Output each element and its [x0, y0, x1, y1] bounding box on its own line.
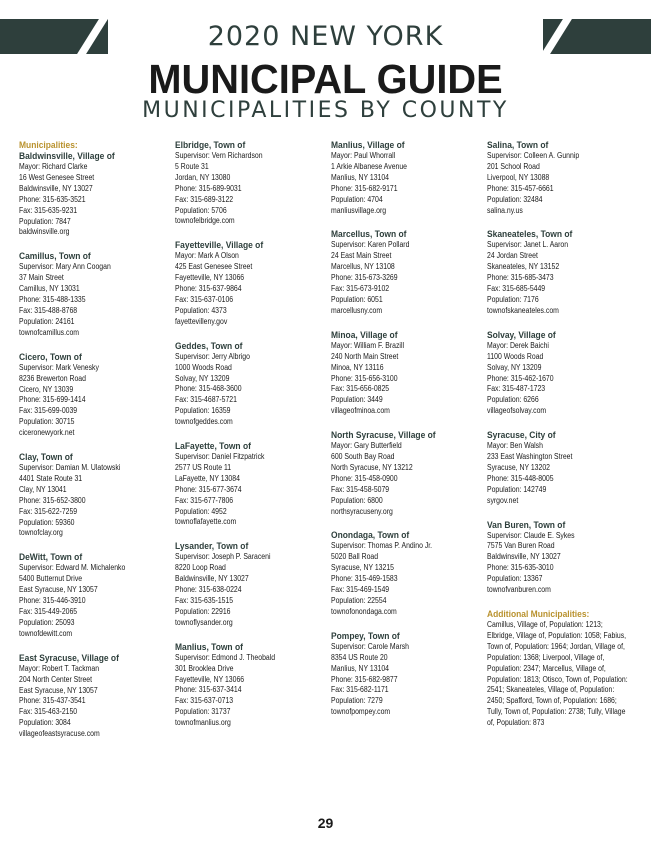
municipality-detail: 301 Brooklea Drive [175, 663, 234, 673]
municipality-name: Baldwinsville, Village of [19, 151, 115, 161]
municipality-detail: Fax: 315-637-0713 [175, 696, 234, 706]
municipality-website: townofdewitt.com [19, 628, 73, 638]
municipality-detail: 201 School Road [487, 161, 540, 171]
municipality-entry [175, 240, 325, 327]
municipality-entry [175, 140, 325, 227]
municipality-detail: Mayor: Paul Whorrall [331, 151, 396, 160]
municipality-detail: East Syracuse, NY 13057 [19, 685, 98, 695]
municipality-detail: Fayetteville, NY 13066 [175, 273, 245, 283]
municipality-name: Solvay, Village of [487, 329, 556, 340]
municipality-detail: Minoa, NY 13116 [331, 362, 384, 372]
municipality-detail: Population: 4373 [175, 305, 227, 315]
municipality-detail: Phone: 315-635-3521 [19, 194, 86, 204]
municipality-name: Skaneateles, Town of [487, 229, 573, 240]
municipality-detail: 7575 Van Buren Road [487, 541, 555, 551]
municipality-detail: 8354 US Route 20 [331, 652, 388, 662]
municipality-website: manliusvillage.org [331, 205, 387, 215]
municipality-detail: Supervisor: Joseph P. Saraceni [175, 552, 271, 562]
municipality-detail: Population: 24161 [19, 316, 75, 326]
municipality-website: ciceronewyork.net [19, 428, 75, 438]
municipality-entry [19, 653, 169, 740]
municipality-detail: Mayor: Derek Baichi [487, 340, 549, 350]
municipality-detail: Fayetteville, NY 13066 [175, 674, 245, 684]
column-4 [487, 140, 637, 729]
municipality-detail: Fax: 315-488-8768 [19, 305, 78, 315]
municipality-entry [331, 229, 481, 316]
municipality-detail: Phone: 315-469-1583 [331, 574, 398, 584]
municipality-detail: Population: 6266 [487, 395, 539, 405]
municipality-detail: Phone: 315-682-9877 [331, 674, 398, 684]
municipality-detail: 240 North Main Street [331, 351, 399, 361]
municipality-detail: 1100 Woods Road [487, 351, 544, 361]
municipality-detail: Supervisor: Mary Ann Coogan [19, 262, 111, 272]
banner-stripe [77, 19, 108, 54]
municipality-entry [175, 541, 325, 628]
municipality-entry [487, 140, 637, 216]
municipality-entry [19, 552, 169, 639]
municipality-website: townofclay.org [19, 528, 63, 538]
municipality-name: Onondaga, Town of [331, 530, 410, 541]
municipality-detail: Population: 142749 [487, 484, 547, 494]
municipality-detail: Manlius, NY 13104 [331, 172, 390, 182]
municipality-detail: Phone: 315-468-3600 [175, 384, 242, 394]
municipality-detail: 600 South Bay Road [331, 452, 395, 462]
municipality-detail: Population: 13367 [487, 574, 543, 584]
municipality-detail: Phone: 315-638-0224 [175, 585, 242, 595]
banner-stripe [541, 19, 572, 54]
municipality-detail: Phone: 315-488-1335 [19, 295, 86, 305]
municipality-entry [331, 330, 481, 417]
municipality-detail: Fax: 315-635-1515 [175, 596, 234, 605]
municipality-detail: Population: 7279 [331, 696, 383, 706]
municipality-name: DeWitt, Town of [19, 552, 83, 563]
municipality-detail: Phone: 315-637-3414 [175, 685, 242, 695]
municipality-detail: Supervisor: Janet L. Aaron [487, 240, 569, 250]
municipality-detail: Supervisor: Jerry Albrigo [175, 351, 250, 361]
municipality-detail: Baldwinsville, NY 13027 [487, 552, 561, 562]
municipality-detail: Supervisor: Mark Venesky [19, 362, 99, 372]
municipality-detail: LaFayette, NY 13084 [175, 473, 240, 483]
municipality-detail: 1 Arkie Albanese Avenue [331, 161, 408, 171]
municipality-detail: Population: 5706 [175, 205, 227, 215]
municipality-detail: Mayor: Richard Clarke [19, 162, 88, 171]
municipality-website: fayettevilleny.gov [175, 316, 228, 326]
municipality-entry [19, 452, 169, 539]
municipality-detail: Population: 7176 [487, 294, 539, 304]
municipality-detail: Fax: 315-689-3122 [175, 194, 234, 204]
municipality-detail: Supervisor: Daniel Fitzpatrick [175, 452, 265, 462]
municipality-detail: Fax: 315-469-1549 [331, 585, 390, 595]
column-2 [175, 140, 325, 742]
municipality-name: LaFayette, Town of [175, 441, 251, 452]
municipality-website: townofcamillus.com [19, 327, 80, 337]
municipality-detail: Mayor: Mark A Olson [175, 251, 239, 261]
municipality-detail: Phone: 315-677-3674 [175, 484, 242, 494]
municipality-detail: Baldwinsville, NY 13027 [175, 574, 249, 584]
municipality-name: East Syracuse, Village of [19, 652, 119, 663]
municipality-detail: 24 East Main Street [331, 251, 392, 261]
municipality-entry [19, 251, 169, 338]
municipality-website: baldwinsville.org [19, 227, 70, 237]
municipality-entry [487, 229, 637, 316]
municipality-name: Manlius, Village of [331, 140, 405, 150]
municipality-detail: Supervisor: Edmond J. Theobald [175, 652, 276, 662]
municipality-detail: Phone: 315-448-8005 [487, 473, 554, 483]
municipality-detail: Phone: 315-437-3541 [19, 696, 86, 706]
municipality-detail: Fax: 315-458-5079 [331, 484, 390, 494]
municipality-detail: Supervisor: Vern Richardson [175, 151, 263, 160]
municipality-detail: 5020 Ball Road [331, 552, 379, 562]
municipality-entry [487, 520, 637, 596]
municipality-detail: 8236 Brewerton Road [19, 373, 86, 383]
municipality-detail: 233 East Washington Street [487, 452, 573, 462]
column-1 [19, 140, 169, 753]
municipality-detail: Fax: 315-463-2150 [19, 707, 78, 717]
municipality-detail: Marcellus, NY 13108 [331, 262, 395, 272]
municipality-website: marcellusny.com [331, 305, 383, 315]
municipality-detail: Fax: 315-656-0825 [331, 384, 390, 394]
municipality-entry [19, 352, 169, 439]
municipality-name: Elbridge, Town of [175, 140, 246, 150]
municipality-detail: Supervisor: Carole Marsh [331, 641, 410, 651]
municipality-entry [175, 441, 325, 528]
municipality-detail: Supervisor: Damian M. Ulatowski [19, 463, 121, 473]
municipality-detail: Mayor: Robert T. Tackman [19, 663, 100, 673]
municipality-website: townoflafayette.com [175, 517, 237, 527]
municipality-detail: Liverpool, NY 13088 [487, 172, 550, 182]
municipality-entry [487, 330, 637, 417]
municipality-website: villageofeastsyracuse.com [19, 729, 100, 739]
municipality-name: Minoa, Village of [331, 329, 398, 340]
municipality-detail: Phone: 315-458-0900 [331, 473, 398, 483]
municipality-website: townofmanlius.org [175, 718, 231, 728]
municipality-detail: Fax: 315-677-7806 [175, 495, 234, 505]
municipality-website: townofonondaga.com [331, 606, 397, 616]
municipality-detail: Population: 30715 [19, 417, 75, 427]
municipality-detail: 8220 Loop Road [175, 563, 226, 573]
municipality-entry [331, 140, 481, 216]
municipality-detail: 5400 Butternut Drive [19, 574, 83, 584]
municipality-detail: Population: 31737 [175, 707, 231, 717]
municipality-detail: Population: 16359 [175, 406, 231, 416]
municipality-website: villageofsolvay.com [487, 406, 547, 416]
municipality-detail: Camillus, NY 13031 [19, 284, 80, 294]
municipality-name: Pompey, Town of [331, 630, 400, 641]
municipality-website: townofpompey.com [331, 707, 391, 717]
municipality-detail: Jordan, NY 13080 [175, 172, 231, 182]
municipality-name: Geddes, Town of [175, 340, 243, 351]
municipality-detail: East Syracuse, NY 13057 [19, 585, 98, 595]
municipality-detail: 24 Jordan Street [487, 251, 538, 261]
municipality-detail: 5 Route 31 [175, 161, 209, 171]
municipality-detail: Population: 25093 [19, 617, 75, 627]
municipality-entry [19, 151, 169, 238]
municipality-name: Fayetteville, Village of [175, 240, 264, 251]
municipality-detail: Phone: 315-656-3100 [331, 373, 398, 383]
municipality-detail: Population: 3449 [331, 395, 383, 405]
municipality-detail: Population: 59360 [19, 517, 75, 527]
municipality-detail: Phone: 315-689-9031 [175, 183, 242, 193]
municipality-detail: Fax: 315-637-0106 [175, 294, 234, 304]
municipality-detail: Cicero, NY 13039 [19, 384, 74, 394]
page-title: MUNICIPAL GUIDE [148, 56, 503, 102]
municipality-detail: Population: 22916 [175, 606, 231, 616]
municipality-detail: Syracuse, NY 13215 [331, 563, 394, 573]
municipality-detail: Population: 4952 [175, 506, 227, 516]
municipality-website: townofskaneateles.com [487, 305, 559, 315]
municipality-detail: Supervisor: Thomas P. Andino Jr. [331, 541, 433, 551]
municipality-name: Van Buren, Town of [487, 519, 566, 530]
municipality-detail: 1000 Woods Road [175, 362, 232, 372]
municipality-detail: Mayor: Gary Butterfield [331, 441, 402, 451]
municipality-detail: Phone: 315-457-6661 [487, 183, 554, 193]
banner-text: 2020 NEW YORK [207, 21, 444, 52]
municipality-website: northsyracuseny.org [331, 506, 393, 516]
municipality-detail: Population: 6800 [331, 495, 383, 505]
municipality-detail: Syracuse, NY 13202 [487, 462, 550, 472]
municipality-detail: Fax: 315-699-0039 [19, 406, 78, 416]
municipality-detail: Solvay, NY 13209 [487, 362, 542, 372]
municipality-detail: Skaneateles, NY 13152 [487, 262, 560, 272]
municipality-entry [175, 642, 325, 729]
municipality-detail: Mayor: Ben Walsh [487, 441, 543, 451]
municipality-detail: Fax: 315-685-5449 [487, 284, 546, 294]
municipality-entry [331, 430, 481, 517]
municipality-website: salina.ny.us [487, 205, 523, 215]
municipality-detail: Fax: 315-4687-5721 [175, 395, 237, 405]
municipality-detail: North Syracuse, NY 13212 [331, 462, 413, 472]
municipality-name: Cicero, Town of [19, 351, 82, 362]
municipality-detail: Supervisor: Edward M. Michalenko [19, 563, 126, 573]
page-subtitle: MUNICIPALITIES BY COUNTY [142, 98, 509, 123]
municipality-detail: 204 North Center Street [19, 674, 93, 684]
municipality-detail: Phone: 315-673-3269 [331, 273, 398, 283]
municipality-detail: Phone: 315-682-9171 [331, 183, 398, 193]
municipality-detail: Population: 22554 [331, 596, 387, 605]
municipality-detail: 16 West Genesee Street [19, 172, 95, 182]
municipality-website: townoflysander.org [175, 617, 233, 627]
municipality-website: townofgeddes.com [175, 417, 233, 427]
municipality-detail: Supervisor: Karen Pollard [331, 240, 410, 250]
municipality-detail: Population: 7847 [19, 216, 71, 226]
column-3 [331, 140, 481, 731]
municipality-detail: Fax: 315-622-7259 [19, 506, 78, 516]
municipality-name: Lysander, Town of [175, 541, 249, 552]
municipality-detail: Phone: 315-462-1670 [487, 373, 554, 383]
municipality-entry [331, 631, 481, 718]
municipality-detail: Fax: 315-635-9231 [19, 205, 78, 215]
municipality-name: Salina, Town of [487, 140, 549, 150]
page-number: 29 [317, 815, 334, 831]
municipality-website: townofelbridge.com [175, 216, 235, 226]
municipality-detail: Clay, NY 13041 [19, 484, 67, 494]
municipality-detail: Supervisor: Claude E. Sykes [487, 530, 575, 540]
additional-heading: Additional Municipalities: [487, 609, 590, 619]
municipality-name: Marcellus, Town of [331, 229, 407, 240]
municipality-detail: Supervisor: Colleen A. Gunnip [487, 151, 580, 160]
additional-municipalities-text: Camillus, Village of, Population: 1213; Elbridge, Village of, Population: 1058; Fabius, Town of, Population: 1964; Jordan, Village of, Population: 1368; Liverpool, Village of, Population: 2347; Marcellus, Village of, Population: 1813; Otisco, Town of, Population: 2541; Skaneateles, Village of, Population: 2450; Spafford, Town of, Population: 1686; Tully, Town of, Population: 2738; Tully, Village of, Population: 873 [487, 620, 628, 728]
municipality-entry [487, 430, 637, 506]
municipality-detail: Fax: 315-449-2065 [19, 607, 78, 616]
municipality-detail: Baldwinsville, NY 13027 [19, 183, 93, 193]
municipality-name: Camillus, Town of [19, 251, 91, 262]
municipality-detail: Fax: 315-682-1171 [331, 685, 389, 695]
municipality-detail: 2577 US Route 11 [175, 462, 232, 472]
municipality-detail: Phone: 315-446-3910 [19, 596, 86, 606]
municipality-name: Manlius, Town of [175, 641, 243, 652]
municipality-detail: Population: 32484 [487, 194, 543, 204]
municipality-detail: Phone: 315-637-9864 [175, 284, 242, 294]
municipality-entry [175, 341, 325, 428]
municipality-website: townofvanburen.com [487, 585, 551, 595]
header-banner [0, 19, 651, 54]
municipality-detail: 425 East Genesee Street [175, 262, 253, 272]
municipality-detail: Fax: 315-673-9102 [331, 284, 390, 294]
municipality-website: villageofminoa.com [331, 406, 390, 416]
municipality-detail: Phone: 315-635-3010 [487, 563, 554, 573]
municipality-detail: 4401 State Route 31 [19, 473, 83, 483]
municipality-detail: Solvay, NY 13209 [175, 373, 230, 383]
municipality-entry [331, 530, 481, 617]
municipality-detail: Fax: 315-487-1723 [487, 384, 546, 394]
municipality-website: syrgov.net [487, 495, 519, 505]
municipality-detail: Phone: 315-699-1414 [19, 395, 86, 405]
municipality-detail: Population: 6051 [331, 294, 383, 304]
municipality-detail: Mayor: William F. Brazill [331, 340, 405, 350]
section-heading: Municipalities: [19, 140, 78, 150]
municipality-detail: Population: 4704 [331, 194, 383, 204]
municipality-name: Syracuse, City of [487, 430, 556, 441]
municipality-detail: Population: 3084 [19, 718, 71, 728]
municipality-name: Clay, Town of [19, 452, 73, 463]
municipality-detail: Manlius, NY 13104 [331, 663, 390, 673]
municipality-detail: Phone: 315-685-3473 [487, 273, 554, 283]
municipality-detail: 37 Main Street [19, 273, 64, 283]
municipality-name: North Syracuse, Village of [331, 430, 436, 441]
municipality-detail: Phone: 315-652-3800 [19, 495, 86, 505]
